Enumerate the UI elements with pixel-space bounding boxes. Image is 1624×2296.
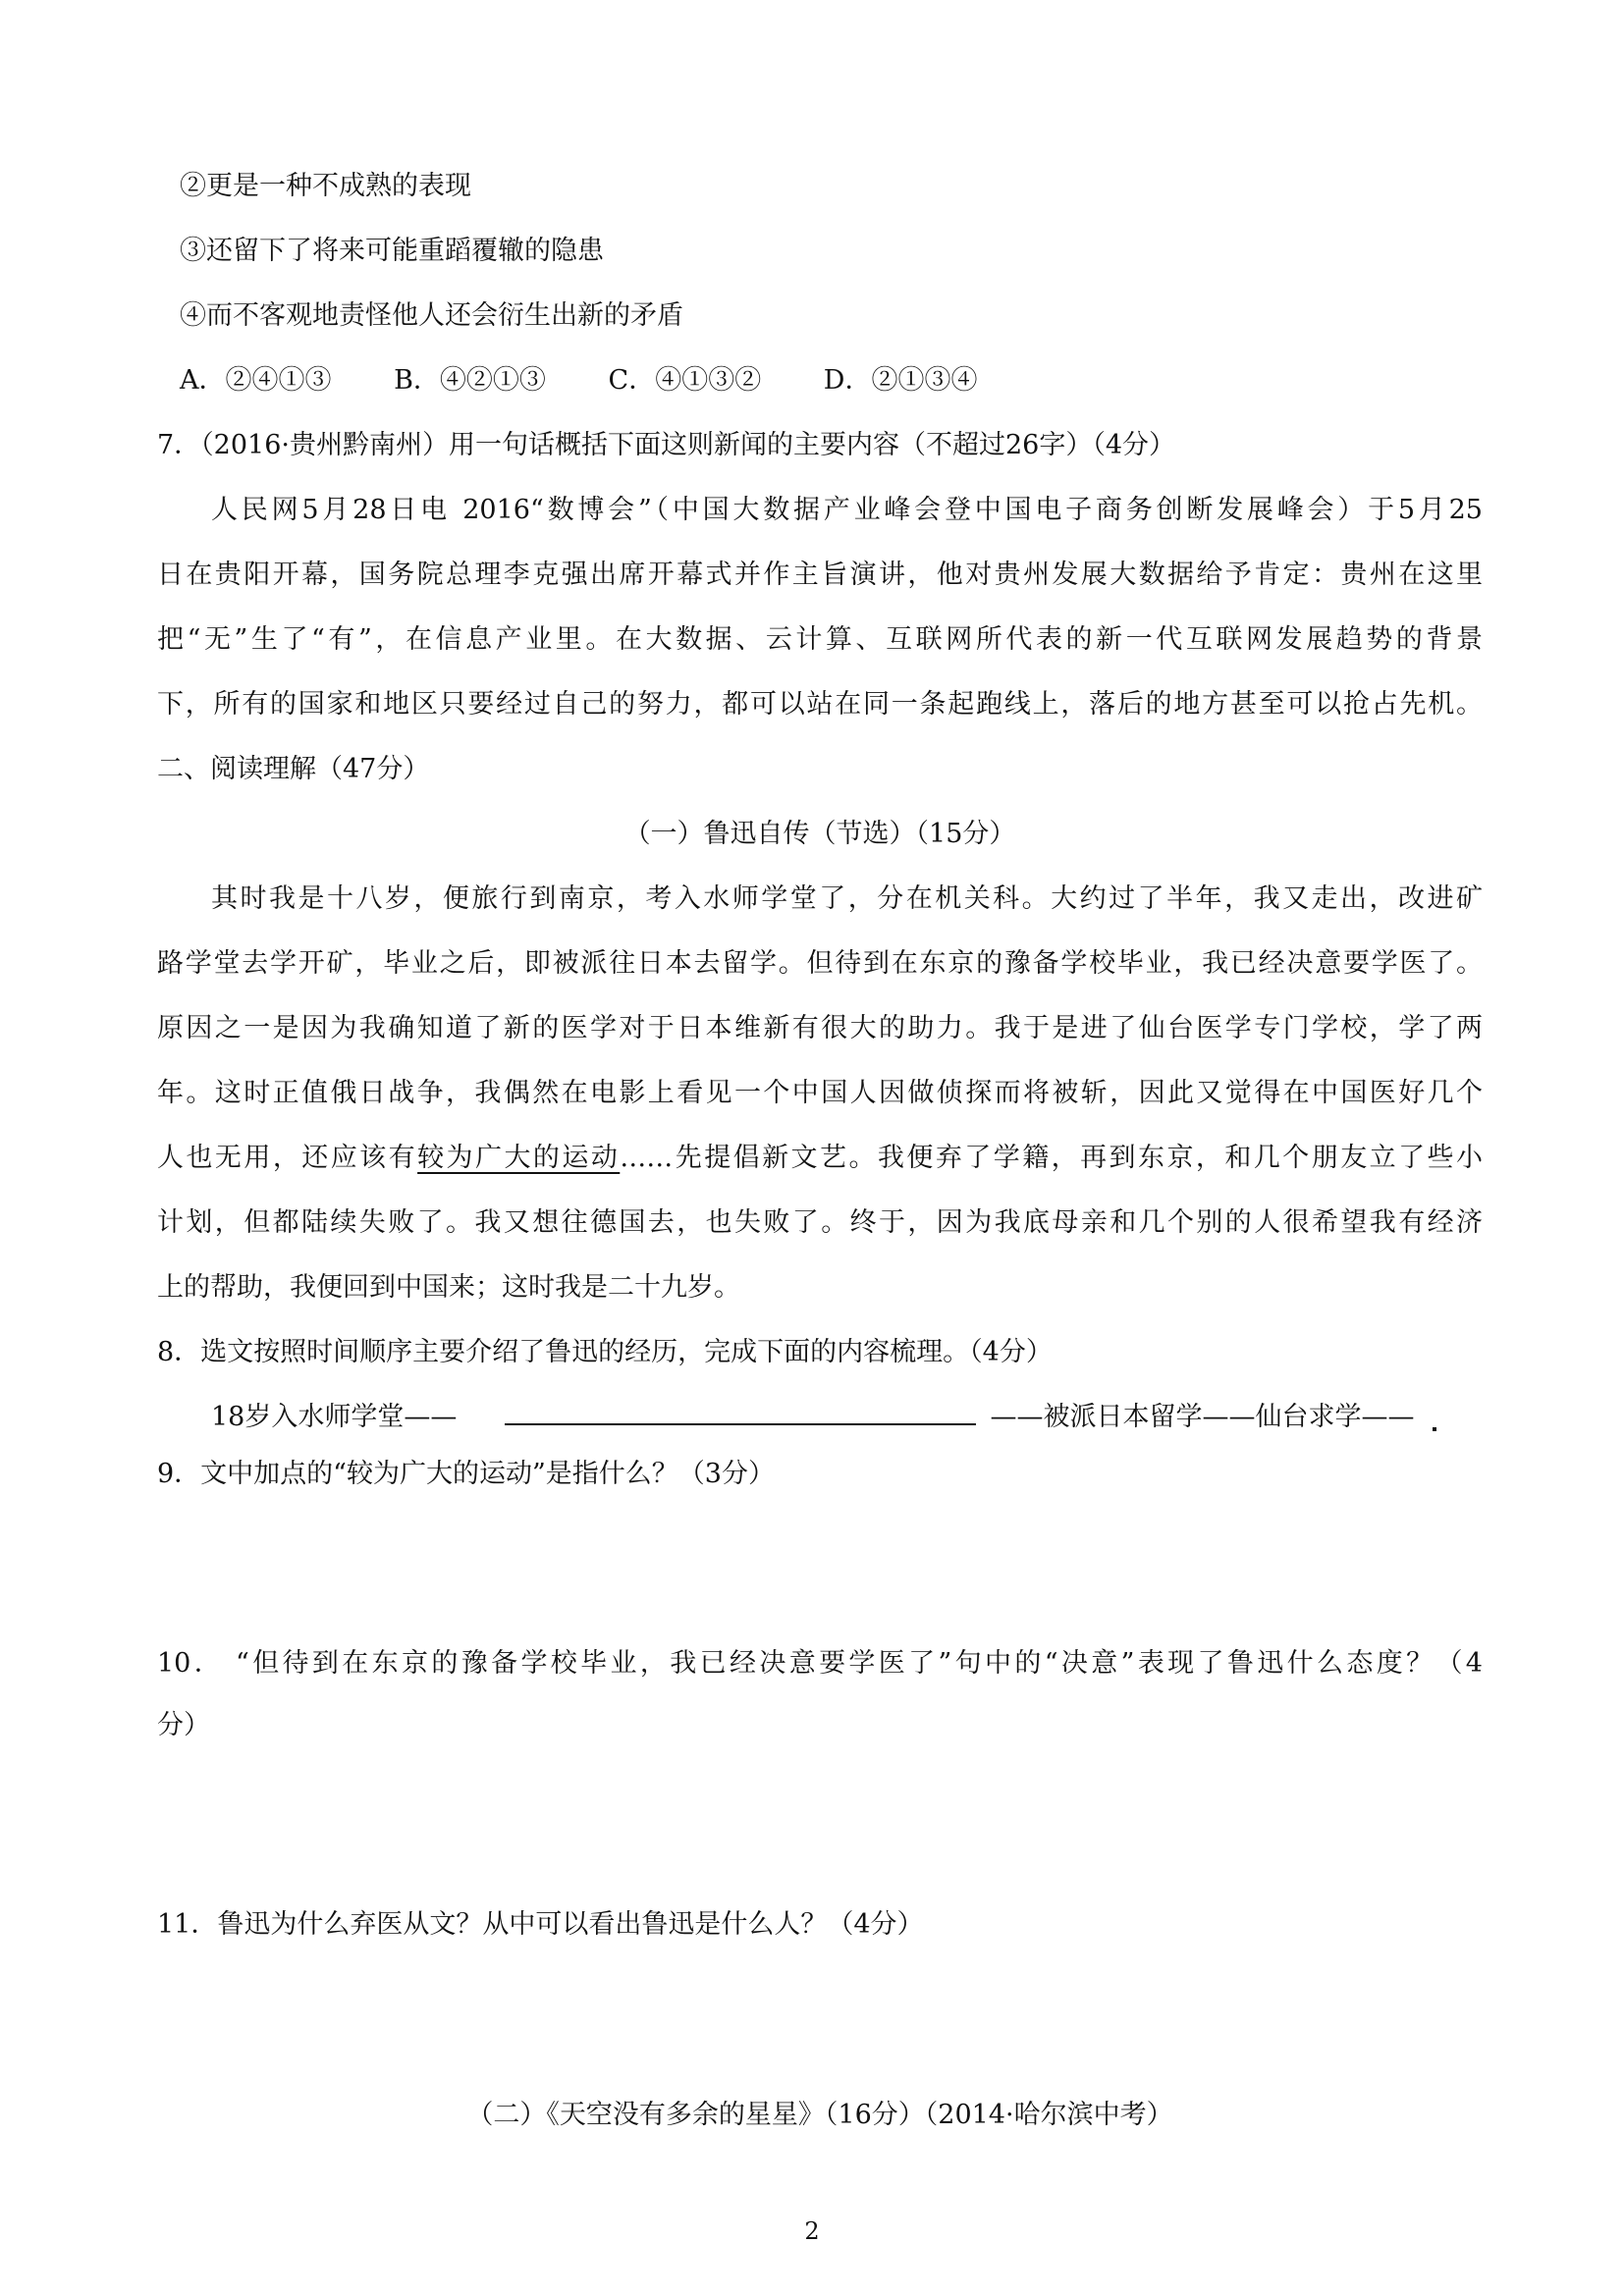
option-line-4: ④而不客观地责怪他人还会衍生出新的矛盾	[180, 300, 683, 331]
reading1-line-2: 路学堂去学开矿，毕业之后，即被派往日本去留学。但待到在东京的豫备学校毕业，我已经决意要学医了。	[157, 948, 1483, 979]
q11-prompt: 11．鲁迅为什么弃医从文？从中可以看出鲁迅是什么人？（4分）	[157, 1909, 924, 1940]
line5-before: 人也无用，还应该有	[157, 1143, 418, 1173]
section2-heading: 二、阅读理解（47分）	[157, 754, 430, 784]
q7-passage-line-3: 把“无”生了“有”，在信息产业里。在大数据、云计算、互联网所代表的新一代互联网发展趋势的背景	[157, 624, 1483, 655]
reading1-line-7: 上的帮助，我便回到中国来；这时我是二十九岁。	[157, 1272, 740, 1303]
q8-answer-blank[interactable]	[505, 1398, 976, 1425]
reading1-line-4: 年。这时正值俄日战争，我偶然在电影上看见一个中国人因做侦探而将被斩，因此又觉得在中国医好几个	[157, 1078, 1483, 1108]
underlined-phrase: 较为广大的运动	[417, 1143, 621, 1173]
choice-b: B．④②①③	[394, 365, 546, 396]
option-line-3: ③还留下了将来可能重蹈覆辙的隐患	[180, 236, 604, 266]
q6-choices	[180, 361, 977, 400]
q9-prompt: 9．文中加点的“较为广大的运动”是指什么？（3分）	[157, 1459, 775, 1489]
reading1-title: （一）鲁迅自传（节选）（15分）	[623, 819, 1016, 849]
reading1-line-6: 计划，但都陆续失败了。我又想往德国去，也失败了。终于，因为我底母亲和几个别的人很希望我有经济	[157, 1207, 1483, 1238]
line5-after: ……先提倡新文艺。我便弃了学籍，再到东京，和几个朋友立了些小	[620, 1143, 1484, 1173]
q7-passage-line-1: 人民网5月28日电 2016“数博会”（中国大数据产业峰会登中国电子商务创断发展峰会）于5月25	[211, 495, 1483, 525]
reading2-title: （二）《天空没有多余的星星》（16分）（2014·哈尔滨中考）	[466, 2100, 1173, 2130]
end-mark	[1433, 1427, 1436, 1431]
reading1-line-5	[157, 1139, 1483, 1178]
reading1-line-1: 其时我是十八岁，便旅行到南京，考入水师学堂了，分在机关科。大约过了半年，我又走出，改进矿	[211, 883, 1483, 914]
q7-prompt: 7．（2016·贵州黔南州）用一句话概括下面这则新闻的主要内容（不超过26字）（4分）	[157, 430, 1176, 460]
q8-prompt: 8．选文按照时间顺序主要介绍了鲁迅的经历，完成下面的内容梳理。（4分）	[157, 1337, 1053, 1367]
q8-timeline	[211, 1398, 1436, 1437]
q7-passage-line-2: 日在贵阳开幕，国务院总理李克强出席开幕式并作主旨演讲，他对贵州发展大数据给予肯定：贵州在这里	[157, 560, 1483, 590]
q8-after-blank: ——被派日本留学——仙台求学——	[990, 1402, 1415, 1432]
reading1-line-3: 原因之一是因为我确知道了新的医学对于日本维新有很大的助力。我于是进了仙台医学专门学校，学了两	[157, 1013, 1483, 1043]
choice-a: A．②④①③	[180, 365, 332, 396]
q8-start: 18岁入水师学堂——	[211, 1402, 458, 1432]
q10-line-2: 分）	[157, 1710, 210, 1740]
q7-passage-line-4: 下，所有的国家和地区只要经过自己的努力，都可以站在同一条起跑线上，落后的地方甚至可以抢占先机。	[157, 689, 1483, 720]
choice-d: D．②①③④	[823, 365, 978, 396]
q10-line-1: 10． “但待到在东京的豫备学校毕业，我已经决意要学医了”句中的“决意”表现了鲁迅什么态度？（4	[157, 1648, 1483, 1679]
page-number: 2	[804, 2217, 820, 2245]
choice-c: C．④①③②	[608, 365, 762, 396]
option-line-2: ②更是一种不成熟的表现	[180, 171, 471, 201]
